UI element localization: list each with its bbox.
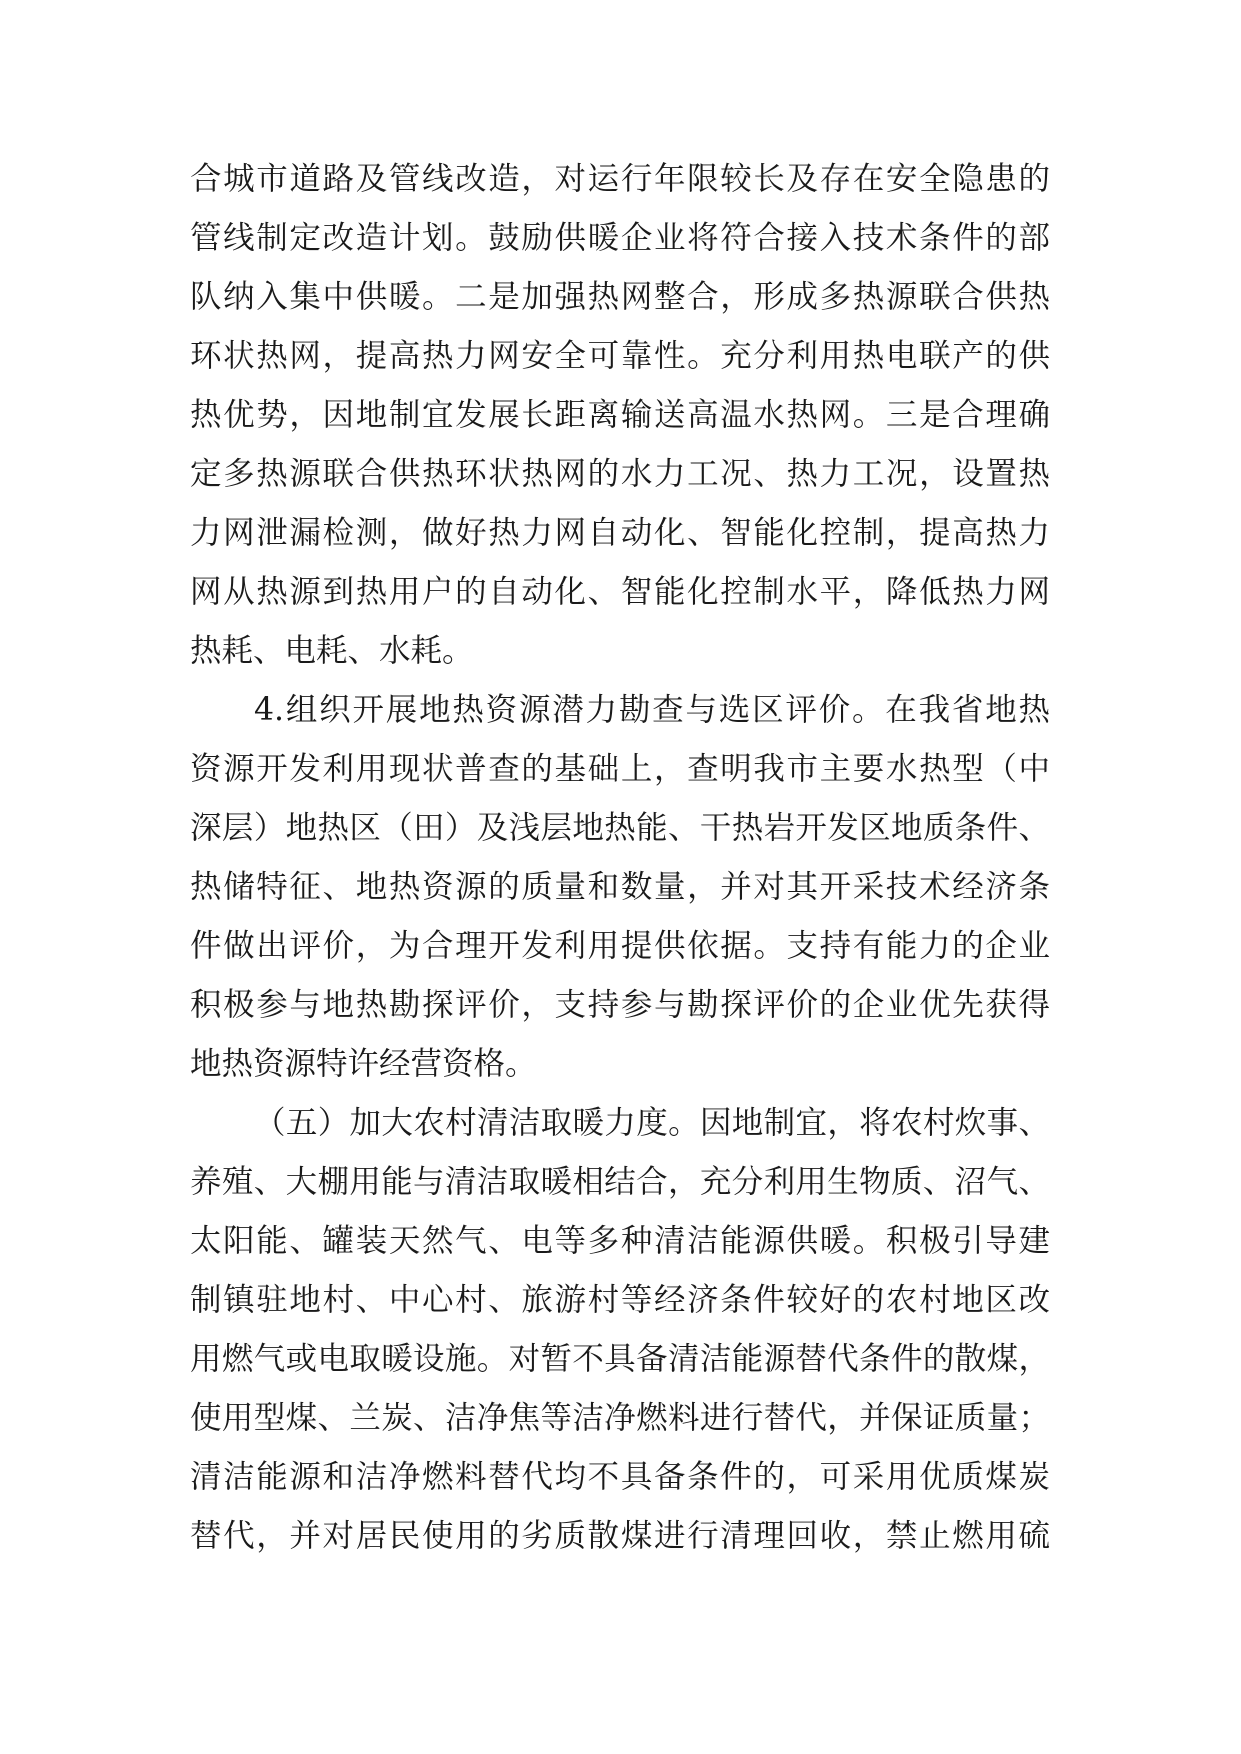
text-line: 定多热源联合供热环状热网的水力工况、热力工况，设置热 [190,456,1050,492]
text-line: 队纳入集中供暖。二是加强热网整合，形成多热源联合供热 [190,279,1050,315]
text-line: 养殖、大棚用能与清洁取暖相结合，充分利用生物质、沼气、 [190,1164,1050,1200]
text-line: 力网泄漏检测，做好热力网自动化、智能化控制，提高热力 [190,515,1050,551]
body-text [190,150,1050,1566]
text-line: 管线制定改造计划。鼓励供暖企业将符合接入技术条件的部 [190,220,1050,256]
section-heading-line: （五）加大农村清洁取暖力度。因地制宜，将农村炊事、 [254,1105,1050,1141]
text-line: 清洁能源和洁净燃料替代均不具备条件的，可采用优质煤炭 [190,1459,1050,1495]
text-line: 件做出评价，为合理开发利用提供依据。支持有能力的企业 [190,928,1050,964]
text-line: 合城市道路及管线改造，对运行年限较长及存在安全隐患的 [190,161,1050,197]
text-line: 用燃气或电取暖设施。对暂不具备清洁能源替代条件的散煤， [190,1341,1050,1377]
text-line: 热耗、电耗、水耗。 [190,633,474,669]
text-line: 环状热网，提高热力网安全可靠性。充分利用热电联产的供 [190,338,1050,374]
text-line: 替代，并对居民使用的劣质散煤进行清理回收，禁止燃用硫 [190,1518,1050,1554]
text-line: 资源开发利用现状普查的基础上，查明我市主要水热型（中 [190,751,1050,787]
text-line: 太阳能、罐装天然气、电等多种清洁能源供暖。积极引导建 [190,1223,1050,1259]
text-line: 制镇驻地村、中心村、旅游村等经济条件较好的农村地区改 [190,1282,1050,1318]
text-line: 网从热源到热用户的自动化、智能化控制水平，降低热力网 [190,574,1050,610]
text-line: 深层）地热区（田）及浅层地热能、干热岩开发区地质条件、 [190,810,1050,846]
text-line: 热储特征、地热资源的质量和数量，并对其开采技术经济条 [190,869,1050,905]
text-line: 热优势，因地制宜发展长距离输送高温水热网。三是合理确 [190,397,1050,433]
text-line: 地热资源特许经营资格。 [190,1046,537,1082]
text-line: 积极参与地热勘探评价，支持参与勘探评价的企业优先获得 [190,987,1050,1023]
section-heading-line: 4.组织开展地热资源潜力勘查与选区评价。在我省地热 [254,692,1050,728]
text-line: 使用型煤、兰炭、洁净焦等洁净燃料进行替代，并保证质量； [190,1400,1050,1436]
